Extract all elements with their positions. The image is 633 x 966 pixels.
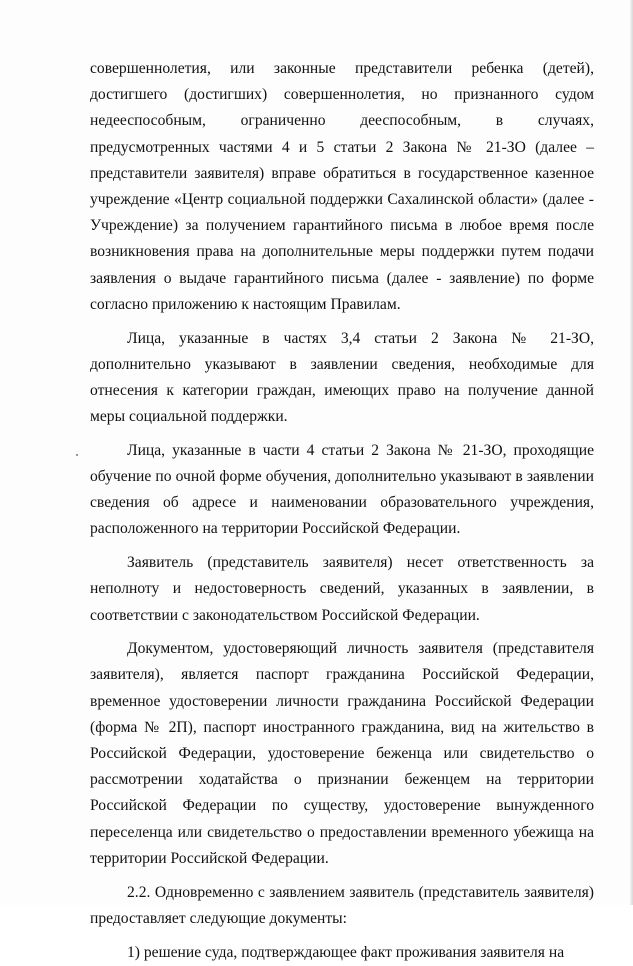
paragraph-responsibility: Заявитель (представитель заявителя) несет ответственность за неполноту и недостоверность сведений, указанных в заявлении, в соответствии с законодательством Российской Федерации. (90, 554, 594, 624)
paragraph-continuation: совершеннолетия, или законные представители ребенка (детей), достигшего (достигших) совершеннолетия, но признанного судом недееспособным, ограниченно дееспособным, в случаях, предусмотренных частями 4 и 5 статьи 2 Закона № 21-ЗО (далее – представители заявителя) вправе обратиться в государственное казенное учреждение «Центр социальной поддержки Сахалинской области» (далее - Учреждение) за получением гарантийного письма в любое время после возникновения права на дополнительные меры поддержки путем подачи заявления о выдаче гарантийного письма (далее - заявление) по форме согласно приложению к настоящим Правилам. (90, 60, 594, 313)
list-item-1: 1) решение суда, подтверждающее факт проживания заявителя на (127, 943, 565, 961)
document-body (90, 56, 594, 966)
paragraph-education: Лица, указанные в части 4 статьи 2 Закона № 21-ЗО, проходящие обучение по очной форме обучения, дополнительно указывают в заявлении сведения об адресе и наименовании образовательного учреждения, расположенного на территории Российской Федерации. (90, 441, 594, 538)
paragraph-section-2-2: 2.2. Одновременно с заявлением заявитель (представитель заявителя) предоставляет следующие документы: (90, 883, 594, 927)
paragraph-identity-documents: Документом, удостоверяющий личность заявителя (представителя заявителя), является паспорт гражданина Российской Федерации, временное удостоверении личности гражданина Российской Федерации (форма № 2П), паспорт иностранного гражданина, вид на жительство в Российской Федерации, удостоверение беженца или свидетельство о рассмотрении ходатайства о признании беженцем на территории Российской Федерации по существу, удостоверение вынужденного переселенца или свидетельство о предоставлении временного убежища на территории Российской Федерации. (90, 640, 594, 867)
scan-speck (76, 454, 78, 456)
paragraph-categories: Лица, указанные в частях 3,4 статьи 2 Закона № 21-ЗО, дополнительно указывают в заявлении сведения, необходимые для отнесения к категории граждан, имеющих право на получение данной меры социальной поддержки. (90, 329, 594, 426)
